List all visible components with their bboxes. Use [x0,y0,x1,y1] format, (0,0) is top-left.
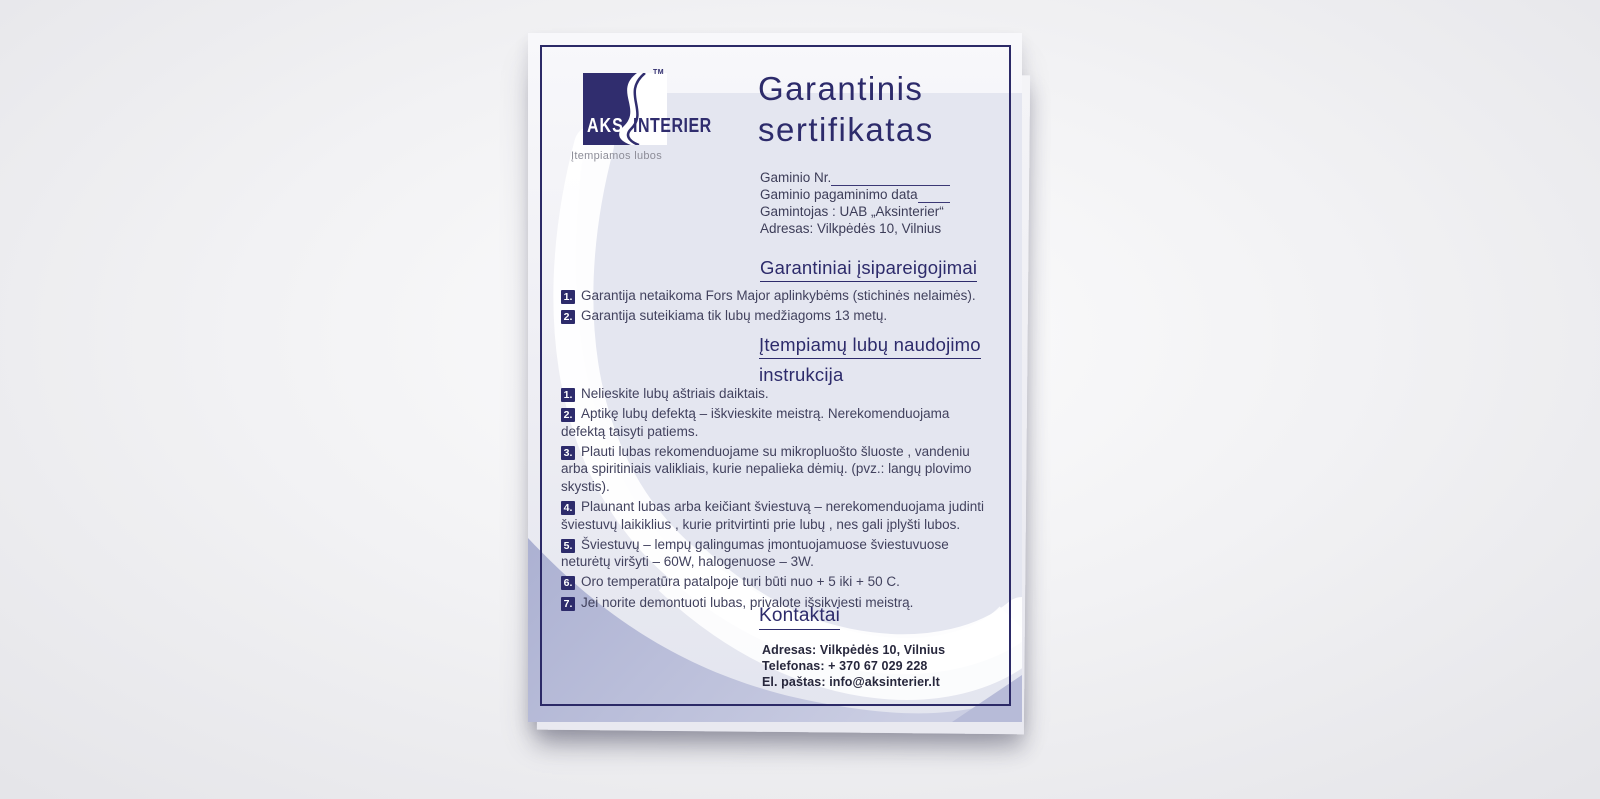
item-text: Garantija suteikiama tik lubų medžiagoms 13 metų. [581,308,888,324]
instruction-list-item [561,536,993,571]
company-logo [571,69,712,162]
item-number-badge: 3. [561,446,575,460]
instruction-list-item [561,573,993,591]
trademark-symbol: TM [653,69,665,76]
field-label: Adresas: Vilkpėdės 10, Vilnius [760,221,942,236]
instructions-list [561,385,993,614]
item-number-badge: 5. [561,539,575,553]
field-address [760,220,950,237]
item-text: Garantija netaikoma Fors Major aplinkybėms (stichinės nelaimės). [581,288,976,303]
instructions-section-heading: Įtempiamų lubų naudojimo instrukcija [759,334,981,385]
item-number-badge: 7. [561,597,575,611]
logo-text-aks: AKS [587,115,624,137]
field-manufacturer [760,203,950,220]
blank-line [918,191,950,203]
logo-mark [571,69,712,162]
title-line-2: sertifikatas [758,111,934,148]
logo-text-interier: INTERIER [633,115,712,137]
instruction-list-item [561,405,993,440]
blank-line [831,174,950,186]
item-text: Oro temperatūra patalpoje turi būti nuo + 5 iki + 50 C. [581,574,900,590]
item-text: Jei norite demontuoti lubas, privalote išsikviesti meistrą. [581,594,914,610]
field-production-date [760,186,950,203]
item-text: Plaunant lubas arba keičiant šviestuvą – nerekomenduojama judinti šviestuvų laikiklius , kurie pritvirtinti prie lubų , nes gali įplyšti lubos. [561,499,984,532]
item-number-badge: 6. [561,576,575,590]
item-number-badge: 2. [561,408,575,422]
field-label: Gaminio Nr. [760,170,832,185]
product-info-block [760,169,950,237]
title-line-1: Garantinis [758,70,924,107]
instruction-list-item [561,443,993,496]
item-text: Nelieskite lubų aštriais daiktais. [581,386,769,401]
document-title [758,68,934,150]
contact-line: El. paštas: info@aksinterier.lt [762,675,940,689]
warranty-list-item [561,307,981,325]
contacts-block [762,642,945,690]
contact-line: Adresas: Vilkpėdės 10, Vilnius [762,643,946,657]
certificate-document [528,33,1022,722]
field-product-number [760,169,950,186]
item-text: Aptikę lubų defektą – iškvieskite meistrą. Nerekomenduojama defektą taisyti patiems. [561,406,950,439]
item-number-badge: 2. [561,310,575,324]
contact-line: Telefonas: + 370 67 029 228 [762,659,928,673]
logo-tagline: Įtempiamos lubos [571,150,663,162]
field-label: Gamintojas : UAB „Aksinterier“ [760,204,944,219]
instruction-list-item [561,498,993,533]
item-number-badge: 1. [561,290,575,304]
warranty-list-item [561,287,981,305]
warranty-section-heading: Garantiniai įsipareigojimai [760,257,977,282]
item-number-badge: 1. [561,388,575,402]
item-number-badge: 4. [561,501,575,515]
item-text: Šviestuvų – lempų galingumas įmontuojamuose šviestuvuose neturėtų viršyti – 60W, halogenuose – 3W. [561,536,949,570]
field-label: Gaminio pagaminimo data [760,187,918,202]
warranty-list [561,287,981,327]
instruction-list-item [561,385,993,403]
item-text: Plauti lubas rekomenduojame su mikropluošto šluoste , vandeniu arba spiritiniais valikliais, kurie nepalieka dėmių. (pvz.: langų plovimo skystis). [561,443,972,494]
contacts-section-heading: Kontaktai [759,605,840,630]
